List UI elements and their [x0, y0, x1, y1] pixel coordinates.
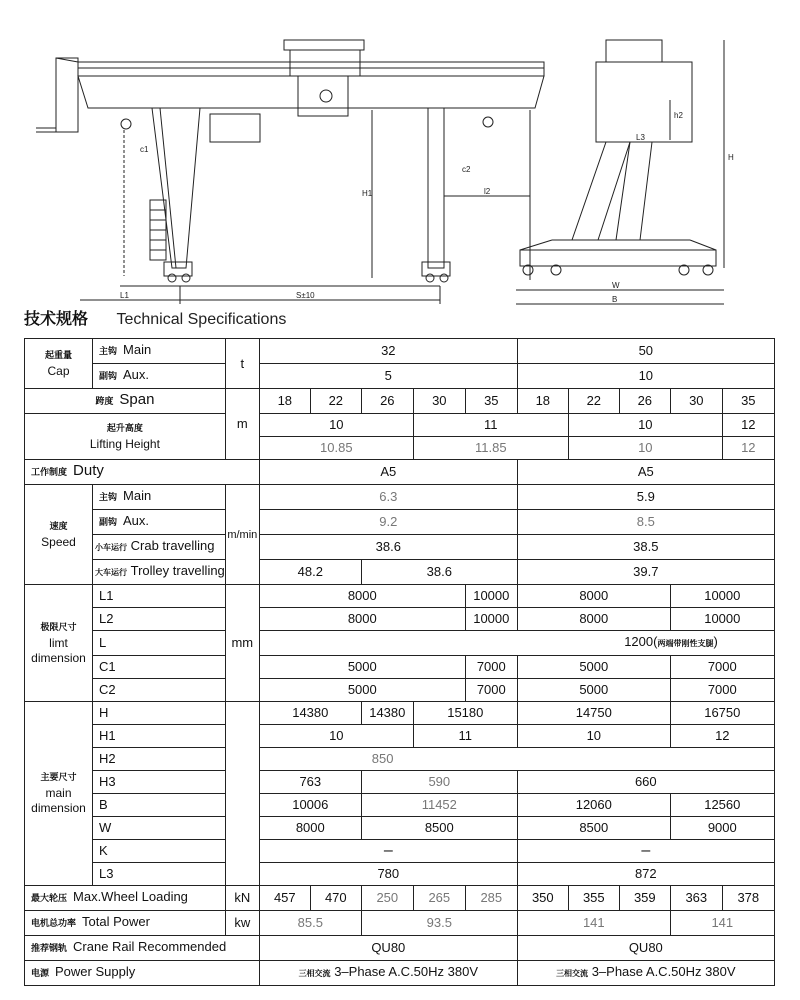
- unit-kw: kw: [225, 911, 259, 936]
- label-h1: H1: [362, 189, 373, 198]
- unit-kn: kN: [225, 886, 259, 911]
- wheel-cell: 285: [465, 886, 517, 911]
- title-en: Technical Specifications: [116, 311, 287, 328]
- side-trolley: [606, 40, 662, 62]
- w-cell: 8500: [361, 817, 517, 840]
- speed-aux-cell: 8.5: [517, 510, 774, 535]
- crab-label: 小车运行 Crab travelling: [93, 535, 226, 560]
- label-l3: L3: [636, 133, 645, 142]
- label-h: H: [728, 153, 734, 162]
- h3-cell: 660: [517, 771, 774, 794]
- l3-cell: 872: [517, 863, 774, 886]
- label-h2: h2: [674, 111, 683, 120]
- l2-cell: 8000: [517, 608, 670, 631]
- cap-aux-10: 10: [517, 364, 774, 389]
- spec-table: [24, 338, 775, 986]
- span-cell: 22: [568, 389, 619, 414]
- maindim-label: 主要尺寸 main dimension: [25, 702, 93, 886]
- w-label: W: [93, 817, 226, 840]
- rail-cell: QU80: [259, 936, 517, 961]
- crab-cell: 38.6: [259, 535, 517, 560]
- cap-main-32: 32: [259, 339, 517, 364]
- wheel-cell: 265: [413, 886, 465, 911]
- h-cell: 14750: [517, 702, 670, 725]
- unit-m-min: m/min: [225, 485, 259, 585]
- h-cell: 15180: [413, 702, 517, 725]
- unit-t: t: [225, 339, 259, 389]
- row-supply: [25, 961, 775, 986]
- wheel-cell: 470: [310, 886, 361, 911]
- row-speed-aux: [25, 510, 775, 535]
- l1-label: L1: [93, 585, 226, 608]
- cap-aux-5: 5: [259, 364, 517, 389]
- span-cell: 30: [413, 389, 465, 414]
- k-cell: –: [517, 840, 774, 863]
- trolley-cell: 39.7: [517, 560, 774, 585]
- span-cell: 18: [517, 389, 568, 414]
- wheel-cell: 250: [361, 886, 413, 911]
- row-k: [25, 840, 775, 863]
- limit-label: 极限尺寸 limt dimension: [25, 585, 93, 702]
- left-leg: [152, 108, 200, 268]
- w-cell: 9000: [670, 817, 774, 840]
- h1-cell: 11: [413, 725, 517, 748]
- c2-cell: 5000: [259, 679, 465, 702]
- row-h2: [25, 748, 775, 771]
- span-cell: 26: [361, 389, 413, 414]
- trolley-body: [290, 50, 360, 76]
- speed-main-cell: 6.3: [259, 485, 517, 510]
- supply-cell: 三相交流 3–Phase A.C.50Hz 380V: [259, 961, 517, 986]
- span-cell: 22: [310, 389, 361, 414]
- duty-label: 工作制度 Duty: [25, 460, 260, 485]
- cap-main-50: 50: [517, 339, 774, 364]
- lift-cell: 11: [413, 414, 568, 437]
- supply-label: 电源 Power Supply: [25, 961, 260, 986]
- power-label: 电机总功率 Total Power: [25, 911, 226, 936]
- lift-aux-cell: 10.85: [259, 437, 413, 460]
- side-leg-right: [616, 142, 652, 240]
- label-b: B: [612, 295, 618, 304]
- row-wheel: [25, 886, 775, 911]
- c2-label: C2: [93, 679, 226, 702]
- unit-mm: mm: [225, 585, 259, 702]
- l1-cell: 10000: [670, 585, 774, 608]
- c2-cell: 7000: [465, 679, 517, 702]
- row-l2: [25, 608, 775, 631]
- trolley-cell: 48.2: [259, 560, 361, 585]
- hoist: [298, 76, 348, 116]
- wheel-cell: 355: [568, 886, 619, 911]
- h-label: H: [93, 702, 226, 725]
- span-cell: 35: [722, 389, 774, 414]
- label-c2: c2: [462, 165, 471, 174]
- row-crab: [25, 535, 775, 560]
- h3-cell: 763: [259, 771, 361, 794]
- row-power: [25, 911, 775, 936]
- wheel-cell: 359: [619, 886, 670, 911]
- unit-m: m: [225, 389, 259, 460]
- h3-cell: 590: [361, 771, 517, 794]
- cab: [210, 114, 260, 142]
- power-cell: 93.5: [361, 911, 517, 936]
- main-hook-label: 主钩 Main: [93, 339, 226, 364]
- cap-label: 起重量 Cap: [25, 339, 93, 389]
- h-cell: 16750: [670, 702, 774, 725]
- side-leg-left: [572, 142, 630, 240]
- b-cell: 10006: [259, 794, 361, 817]
- speed-main-cell: 5.9: [517, 485, 774, 510]
- trolley-cell: 38.6: [361, 560, 517, 585]
- row-l: [25, 631, 775, 656]
- row-c1: [25, 656, 775, 679]
- c1-cell: 5000: [259, 656, 465, 679]
- l1-cell: 10000: [465, 585, 517, 608]
- h1-cell: 10: [517, 725, 670, 748]
- right-leg: [428, 108, 444, 268]
- label-l2: l2: [484, 187, 491, 196]
- crab-cell: 38.5: [517, 535, 774, 560]
- label-l1: L1: [120, 291, 129, 300]
- row-h1: [25, 725, 775, 748]
- row-l3: [25, 863, 775, 886]
- c1-cell: 7000: [670, 656, 774, 679]
- row-rail: [25, 936, 775, 961]
- section-title: [24, 306, 286, 332]
- end-platform: [56, 58, 78, 132]
- crane-drawing: [0, 0, 800, 310]
- duty-cell: A5: [517, 460, 774, 485]
- span-label: 跨度 Span: [25, 389, 226, 414]
- power-cell: 85.5: [259, 911, 361, 936]
- l2-cell: 10000: [465, 608, 517, 631]
- b-cell: 11452: [361, 794, 517, 817]
- h3-label: H3: [93, 771, 226, 794]
- c2-cell: 7000: [670, 679, 774, 702]
- span-cell: 26: [619, 389, 670, 414]
- wheel-cell: 350: [517, 886, 568, 911]
- l-label: L: [93, 631, 226, 656]
- supply-cell: 三相交流 3–Phase A.C.50Hz 380V: [517, 961, 774, 986]
- label-w: W: [612, 281, 620, 290]
- h2-cell: 850: [259, 748, 774, 771]
- duty-cell: A5: [259, 460, 517, 485]
- row-h3: [25, 771, 775, 794]
- l3-cell: 780: [259, 863, 517, 886]
- row-h: [25, 702, 775, 725]
- c1-cell: 7000: [465, 656, 517, 679]
- l-cell: 1200(两端带刚性支腿): [259, 631, 774, 656]
- l2-label: L2: [93, 608, 226, 631]
- h-cell: 14380: [259, 702, 361, 725]
- h1-cell: 12: [670, 725, 774, 748]
- girder-body: [78, 76, 544, 108]
- row-b: [25, 794, 775, 817]
- span-cell: 30: [670, 389, 722, 414]
- unit-empty: [225, 702, 259, 886]
- lift-cell: 10: [259, 414, 413, 437]
- row-trolley: [25, 560, 775, 585]
- h2-label: H2: [93, 748, 226, 771]
- sill-beam: [520, 250, 716, 266]
- row-lift-main: [25, 414, 775, 437]
- row-cap-aux: [25, 364, 775, 389]
- row-c2: [25, 679, 775, 702]
- lift-cell: 12: [722, 414, 774, 437]
- speed-label: 速度 Speed: [25, 485, 93, 585]
- span-cell: 35: [465, 389, 517, 414]
- lift-label: 起升高度 Lifting Height: [25, 414, 226, 460]
- aux-hook-label: 副钩 Aux.: [93, 364, 226, 389]
- wheel-cell: 363: [670, 886, 722, 911]
- b-cell: 12560: [670, 794, 774, 817]
- lift-aux-cell: 12: [722, 437, 774, 460]
- label-c1: c1: [140, 145, 149, 154]
- b-label: B: [93, 794, 226, 817]
- trolley-roof: [284, 40, 364, 50]
- k-label: K: [93, 840, 226, 863]
- row-l1: [25, 585, 775, 608]
- span-cell: 18: [259, 389, 310, 414]
- title-zh: 技术规格: [24, 309, 89, 328]
- row-duty: [25, 460, 775, 485]
- row-span: [25, 389, 775, 414]
- c1-label: C1: [93, 656, 226, 679]
- wheel-cell: 378: [722, 886, 774, 911]
- wheel-cell: 457: [259, 886, 310, 911]
- row-speed-main: [25, 485, 775, 510]
- c2-cell: 5000: [517, 679, 670, 702]
- l1-cell: 8000: [517, 585, 670, 608]
- speed-aux-label: 副钩 Aux.: [93, 510, 226, 535]
- power-cell: 141: [670, 911, 774, 936]
- b-cell: 12060: [517, 794, 670, 817]
- wheel-label: 最大轮压 Max.Wheel Loading: [25, 886, 226, 911]
- w-cell: 8500: [517, 817, 670, 840]
- side-girder: [596, 62, 692, 142]
- row-w: [25, 817, 775, 840]
- speed-main-label: 主钩 Main: [93, 485, 226, 510]
- lift-aux-cell: 11.85: [413, 437, 568, 460]
- h-cell: 14380: [361, 702, 413, 725]
- lift-cell: 10: [568, 414, 722, 437]
- row-cap-main: [25, 339, 775, 364]
- h1-cell: 10: [259, 725, 413, 748]
- label-span: S±10: [296, 291, 315, 300]
- power-cell: 141: [517, 911, 670, 936]
- c1-cell: 5000: [517, 656, 670, 679]
- rail-cell: QU80: [517, 936, 774, 961]
- lift-aux-cell: 10: [568, 437, 722, 460]
- rail-label: 推荐钢轨 Crane Rail Recommended: [25, 936, 260, 961]
- h1-label: H1: [93, 725, 226, 748]
- l2-cell: 10000: [670, 608, 774, 631]
- main-girder: [78, 62, 544, 76]
- w-cell: 8000: [259, 817, 361, 840]
- l2-cell: 8000: [259, 608, 465, 631]
- l1-cell: 8000: [259, 585, 465, 608]
- k-cell: –: [259, 840, 517, 863]
- l3-label: L3: [93, 863, 226, 886]
- trolley-label: 大车运行 Trolley travelling: [93, 560, 226, 585]
- speed-aux-cell: 9.2: [259, 510, 517, 535]
